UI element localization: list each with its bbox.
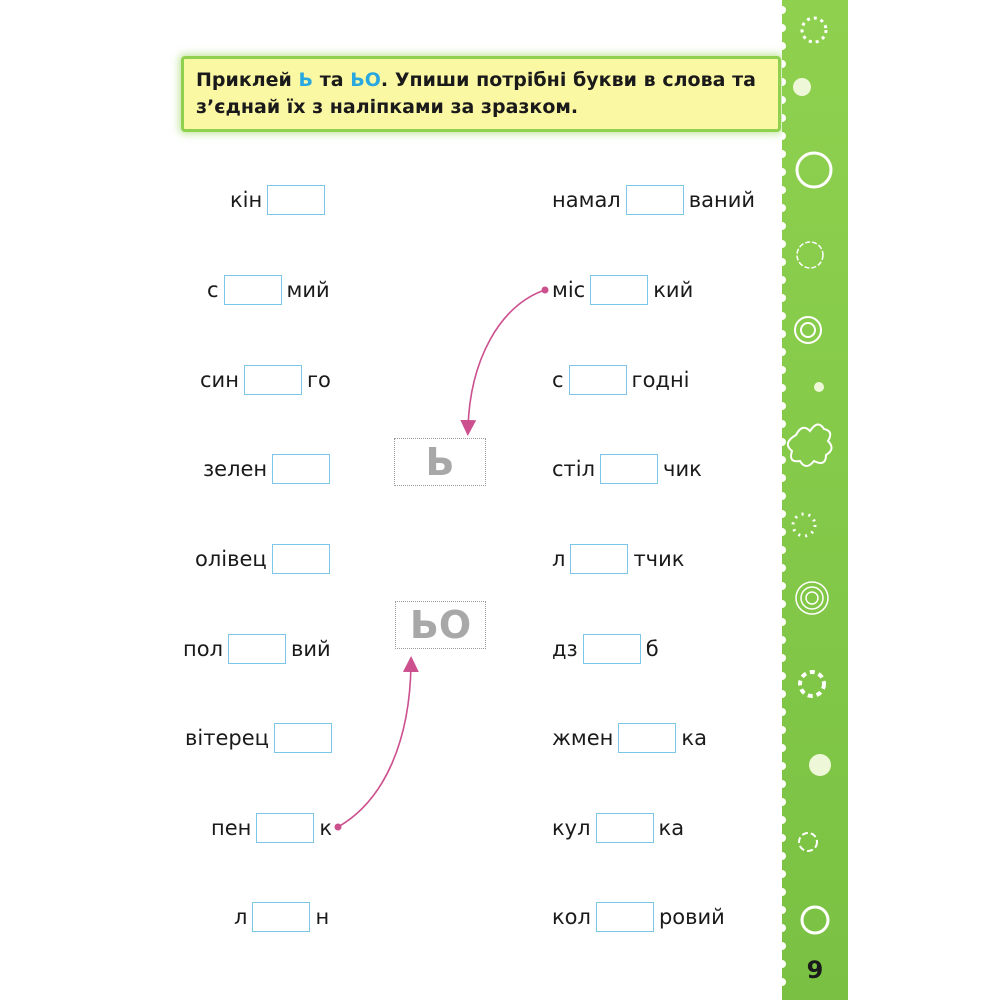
word-after: годні [631,368,690,392]
sticker-soft-sign-o[interactable]: ЬО [395,601,486,649]
arrow-miskyi-to-soft-sign [468,287,549,429]
word-before: пен [211,816,252,840]
scalloped-edge [782,6,786,986]
swirl-icon [799,833,817,851]
flower-outline-icon [797,242,823,268]
dotted-ring-icon [802,18,826,42]
word-before: с [552,368,564,392]
dashed-ring-icon [800,672,824,696]
word-after: го [306,368,331,392]
word-after: н [315,905,330,929]
ring-icon [797,153,831,187]
instruction-text-2: та [313,69,351,91]
arrow-curve [468,290,545,428]
word-after: чик [663,457,702,481]
word-after: ваний [688,188,756,212]
bottom-ring-icon [802,907,828,933]
sticker-soft-sign[interactable]: Ь [394,438,486,486]
blob-outline-icon [788,424,832,466]
instruction-letter-soft-sign: Ь [298,69,314,91]
word-after: ка [681,726,707,750]
word-after: ровий [658,905,725,929]
word-before: с [207,278,219,302]
word-before: кол [552,905,591,929]
large-dot-icon [809,754,831,776]
decorative-sidebar [782,0,848,1000]
word-before: кул [552,816,591,840]
word-before: жмен [552,726,614,750]
page-number: 9 [806,956,824,984]
word-before: л [234,905,248,929]
word-before: намал [552,188,621,212]
word-before: кін [230,188,263,212]
word-before: стіл [552,457,596,481]
instruction-text-1: Приклей [196,69,299,91]
arrow-penok-to-soft-sign-o [335,664,412,831]
word-before: л [552,547,566,571]
word-after: б [645,637,659,661]
word-before: вітерец [185,726,269,750]
word-after: вий [291,637,331,661]
sidebar-ornaments [782,0,848,1000]
instruction-letter-soft-sign-o: ЬО [350,69,381,91]
word-before: пол [183,637,224,661]
dotted-circle-icon [793,514,815,536]
word-before: син [200,368,239,392]
word-after: ка [658,816,685,840]
instruction-text-3: . Упиши потрібні букви в слова та з’єднай їх з наліпками за зразком. [196,69,756,118]
word-before: олівец [195,547,267,571]
small-dot-icon [814,382,824,392]
word-after: мий [286,278,330,302]
double-ring-icon [795,317,821,343]
dot-icon [793,78,811,96]
word-after: тчик [633,547,685,571]
word-before: дз [552,637,578,661]
word-after: к [319,816,333,840]
word-before: міс [552,278,586,302]
word-after: кий [653,278,694,302]
word-before: зелен [203,457,268,481]
arrow-curve [338,664,411,827]
